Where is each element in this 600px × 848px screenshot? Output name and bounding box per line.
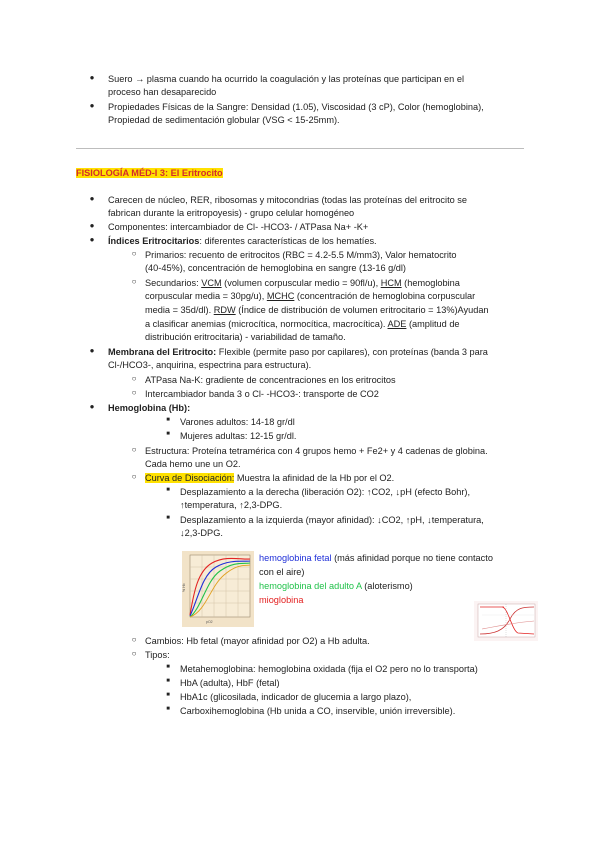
- svg-text:pO2: pO2: [206, 620, 213, 624]
- izquierda-line2: ↓2,3-DPG.: [180, 528, 223, 538]
- estructura-line1: Estructura: Proteína tetramérica con 4 grupos hemo + Fe2+ y 4 cadenas de globina.: [145, 446, 488, 456]
- mujeres: Mujeres adultas: 12-15 gr/dl.: [180, 431, 297, 441]
- square-bullet: ■: [166, 706, 170, 712]
- tipos-heading: Tipos:: [145, 650, 170, 660]
- hemoglobina-heading: Hemoglobina (Hb):: [108, 403, 191, 413]
- tipo-metahemoglobina: Metahemoglobina: hemoglobina oxidada (fija el O2 pero no lo transporta): [180, 664, 478, 674]
- circle-bullet: ○: [131, 249, 137, 258]
- square-bullet: ■: [166, 487, 170, 493]
- tipo-hba-hbf: HbA (adulta), HbF (fetal): [180, 678, 280, 688]
- square-bullet: ■: [166, 417, 170, 423]
- circle-bullet: ○: [131, 635, 137, 644]
- secundarios-line4: a clasificar anemias (microcítica, normocítica, macrocítica). ADE (amplitud de: [145, 319, 460, 329]
- circle-bullet: ○: [131, 649, 137, 658]
- cambios: Cambios: Hb fetal (mayor afinidad por O2) a Hb adulta.: [145, 636, 370, 646]
- square-bullet: ■: [166, 678, 170, 684]
- varones: Varones adultos: 14-18 gr/dl: [180, 417, 295, 427]
- legend-fetal-line1: hemoglobina fetal (más afinidad porque no tiene contacto: [259, 553, 493, 563]
- intercambiador: Intercambiador banda 3 o Cl- -HCO3-: transporte de CO2: [145, 389, 379, 399]
- bullet: ●: [89, 346, 95, 355]
- derecha-line2: ↑temperatura, ↑2,3-DPG.: [180, 500, 283, 510]
- circle-bullet: ○: [131, 388, 137, 397]
- tipo-carboxihemoglobina: Carboxihemoglobina (Hb unida a CO, inservible, unión irreversible).: [180, 706, 456, 716]
- primarios-line2: (40-45%), concentración de hemoglobina en sangre (13-16 g/dl): [145, 263, 406, 273]
- secundarios-line5: distribución eritrocitaria) - variabilidad de tamaño.: [145, 332, 346, 342]
- indices-line: Índices Eritrocitarios: diferentes características de los hematíes.: [108, 236, 377, 246]
- secundarios-line1: Secundarios: VCM (volumen corpuscular medio = 90fl/u), HCM (hemoglobina: [145, 278, 460, 288]
- carecen-line1: Carecen de núcleo, RER, ribosomas y mitocondrias (todas las proteínas del eritrocito se: [108, 195, 467, 205]
- izquierda-line1: Desplazamiento a la izquierda (mayor afinidad): ↓CO2, ↑pH, ↓temperatura,: [180, 515, 484, 525]
- circle-bullet: ○: [131, 472, 137, 481]
- dissociation-curve-image: [182, 551, 254, 627]
- tipo-hba1c: HbA1c (glicosilada, indicador de glucemia a largo plazo),: [180, 692, 412, 702]
- membrana-line2: Cl-/HCO3-, anquirina, espectrina para estructura).: [108, 360, 312, 370]
- hemoglobin-transition-chart: [474, 601, 538, 641]
- legend-fetal-line2: con el aire): [259, 567, 305, 577]
- bullet: ●: [89, 221, 95, 230]
- square-bullet: ■: [166, 431, 170, 437]
- estructura-line2: Cada hemo une un O2.: [145, 459, 241, 469]
- square-bullet: ■: [166, 515, 170, 521]
- legend-mioglobina: mioglobina: [259, 595, 304, 605]
- bullet: ●: [89, 73, 95, 82]
- intro-propiedades-line2: Propiedad de sedimentación globular (VSG < 15-25mm).: [108, 115, 340, 125]
- secundarios-line2: corpuscular media = 30pg/u), MCHC (concentración de hemoglobina corpuscular: [145, 291, 476, 301]
- bullet: ●: [89, 194, 95, 203]
- bullet: ●: [89, 235, 95, 244]
- circle-bullet: ○: [131, 374, 137, 383]
- legend-adulto: hemoglobina del adulto A (aloterismo): [259, 581, 413, 591]
- atpasa: ATPasa Na-K: gradiente de concentraciones en los eritrocitos: [145, 375, 396, 385]
- carecen-line2: fabrican durante la eritropoyesis) - grupo celular homogéneo: [108, 208, 355, 218]
- secundarios-line3: media = 35d/dl). RDW (Índice de distribución de volumen eritrocitario = 13%)Ayudan: [145, 305, 489, 315]
- square-bullet: ■: [166, 664, 170, 670]
- circle-bullet: ○: [131, 277, 137, 286]
- derecha-line1: Desplazamiento a la derecha (liberación O2): ↑CO2, ↓pH (efecto Bohr),: [180, 487, 471, 497]
- bullet: ●: [89, 402, 95, 411]
- membrana-line1: Membrana del Eritrocito: Flexible (permite paso por capilares), con proteínas (banda 3 para: [108, 347, 488, 357]
- componentes: Componentes: intercambiador de Cl- -HCO3- / ATPasa Na+ -K+: [108, 222, 369, 232]
- intro-propiedades-line1: Propiedades Físicas de la Sangre: Densidad (1.05), Viscosidad (3 cP), Color (hemoglobina),: [108, 102, 484, 112]
- section-title: FISIOLOGÍA MÉD-I 3: El Eritrocito: [76, 168, 223, 178]
- intro-suero-line1: Suero → plasma cuando ha ocurrido la coagulación y las proteínas que participan en el: [108, 74, 464, 84]
- square-bullet: ■: [166, 692, 170, 698]
- horizontal-divider: [76, 148, 524, 149]
- primarios-line1: Primarios: recuento de eritrocitos (RBC = 4.2-5.5 M/mm3), Valor hematocrito: [145, 250, 457, 260]
- intro-suero-line2: proceso han desaparecido: [108, 87, 217, 97]
- bullet: ●: [89, 101, 95, 110]
- curva-line: Curva de Disociación: Muestra la afinidad de la Hb por el O2.: [145, 473, 395, 483]
- circle-bullet: ○: [131, 445, 137, 454]
- svg-text:% Hb: % Hb: [182, 583, 186, 592]
